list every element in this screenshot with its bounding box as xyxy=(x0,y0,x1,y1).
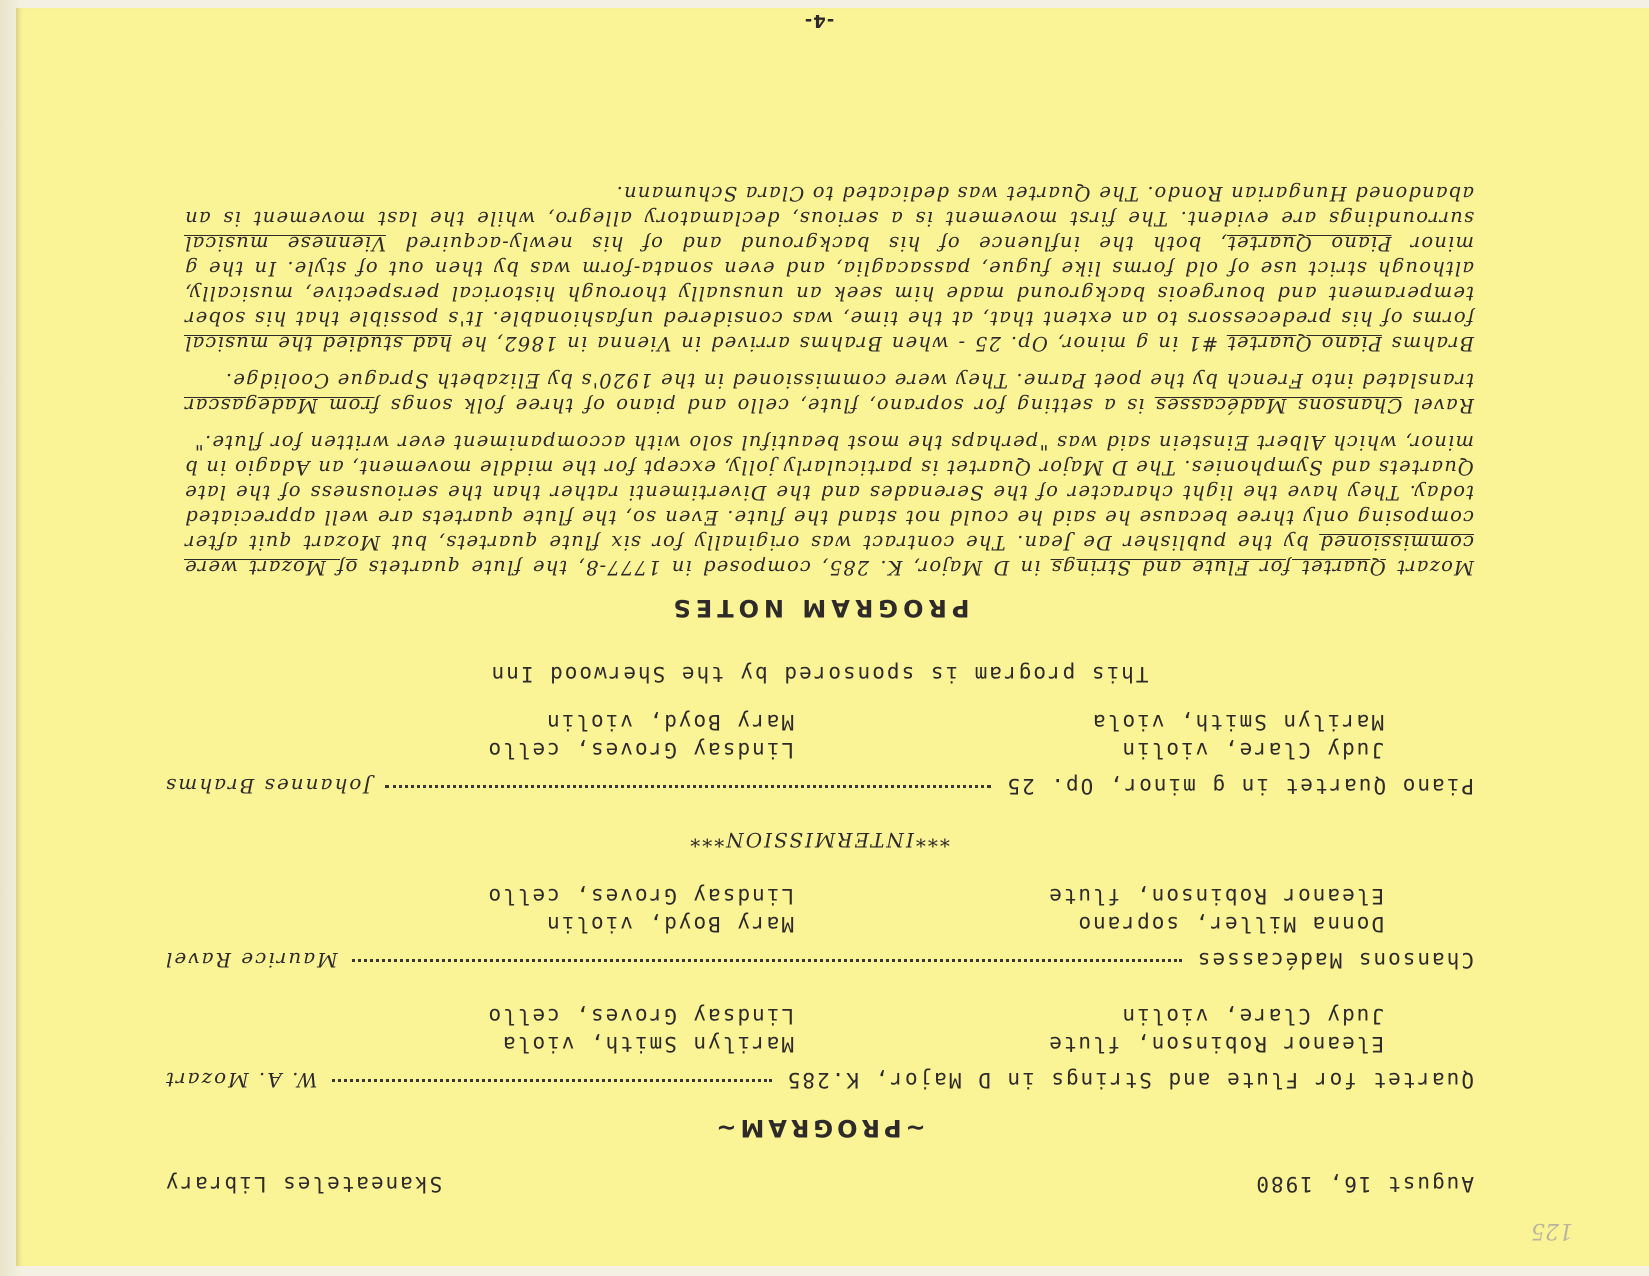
leader-dots xyxy=(332,1079,772,1082)
note-text: Mozart xyxy=(1385,556,1474,579)
note-text: surroundings are evident. The first movement is a serious, declamatory allegro, while the last movement is an abandoned Hungarian Rondo. The Quartet was dedicated to Clara Schumann. xyxy=(184,182,1474,230)
note-underlined: Viennese musical xyxy=(184,232,386,255)
note-text: by the publisher De Jean. The contract was originally for six flute quartets, but Mozart quit after composing only three because he said he could not stand the flute. Even so, the flute quartets are well appreciated today. They have the light character of the Serenades and the Divertimenti rather than the seriousness of the late Quartets and Symphonies. The D Major Quartet is particularly jolly, except for the middle movement, an Adagio in b minor, which Albert Einstein said was "perhaps the most beautiful solo with accompaniment ever written for flute." xyxy=(184,431,1474,554)
page-number: -4- xyxy=(803,10,835,31)
work-line xyxy=(164,948,1474,972)
performer: Mary Boyd, violin xyxy=(545,710,794,734)
note-text: , both the influence of his background and of his newly-acquired xyxy=(385,232,1227,255)
performer: Donna Miller, soprano xyxy=(1076,912,1384,936)
note-brahms xyxy=(164,181,1474,356)
program-work-2 xyxy=(164,882,1474,972)
note-text: in D Major, K. 285, composed in 1777-8, the flute quartets xyxy=(357,556,1051,579)
document-page xyxy=(16,8,1649,1266)
performer: Marilyn Smith, viola xyxy=(501,1032,794,1056)
note-paragraph xyxy=(184,430,1474,580)
concert-venue: Skaneateles Library xyxy=(164,1172,443,1196)
performer: Mary Boyd, violin xyxy=(545,912,794,936)
note-underlined: Piano Quartet xyxy=(1226,232,1392,255)
note-text: forms of his predecessors to an extent that, at the time, was considered unfashionable. It's possible that his sober temperament and bourgeois background made him seek an unusually thorough historical perspective, musically, although strict use of old forms like fugue, passacaglia, and even sonata-form was by then out of style. In the g minor xyxy=(184,232,1474,330)
note-underlined: from Madegascar xyxy=(184,394,380,417)
performer-list xyxy=(164,1002,1474,1058)
note-text: translated into French by the poet Parne. They were commissioned in the 1920's by Elizabeth Sprague Coolidge. xyxy=(224,369,1474,392)
note-text: is a setting for soprano, flute, cello and piano of three folk songs xyxy=(379,394,1155,417)
sponsor-line: This program is sponsored by the Sherwood Inn xyxy=(489,662,1149,686)
work-title: Piano Quartet in g minor, Op. 25 xyxy=(1005,774,1474,798)
note-paragraph xyxy=(184,181,1474,356)
note-underlined: Chansons Madécasses xyxy=(1154,394,1403,417)
performer: Marilyn Smith, viola xyxy=(1091,710,1384,734)
performer: Lindsay Groves, cello xyxy=(486,1004,794,1028)
performer: Judy Clare, violin xyxy=(1120,1004,1384,1028)
note-mozart xyxy=(164,430,1474,580)
performer-list xyxy=(164,708,1474,764)
note-underlined: of Mozart were commissioned xyxy=(184,531,1474,579)
note-underlined: Piano Quartet xyxy=(1226,332,1382,355)
work-composer: Maurice Ravel xyxy=(164,948,338,972)
program-work-3 xyxy=(164,708,1474,798)
performer: Judy Clare, violin xyxy=(1120,738,1384,762)
work-line xyxy=(164,774,1474,798)
note-text: Ravel xyxy=(1402,394,1474,417)
intermission: ***INTERMISSION*** xyxy=(688,828,950,852)
performer-list xyxy=(164,882,1474,938)
performer: Lindsay Groves, cello xyxy=(486,738,794,762)
note-underlined: Quartet for Flute and Strings xyxy=(1050,556,1386,579)
leader-dots xyxy=(385,785,991,788)
work-title: Quartet for Flute and Strings in D Major, K.285 xyxy=(785,1068,1474,1092)
performer: Lindsay Groves, cello xyxy=(486,884,794,908)
performer: Eleanor Robinson, flute xyxy=(1047,884,1384,908)
note-ravel xyxy=(164,368,1474,418)
page-rotated-content xyxy=(16,8,1649,1266)
work-composer: Johannes Brahms xyxy=(164,774,372,798)
note-text: #1 in g minor, Op. 25 - when Brahms arrived in Vienna in 1862, he xyxy=(451,332,1227,355)
note-underlined: had studied the musical xyxy=(184,332,452,355)
work-composer: W. A. Mozart xyxy=(164,1068,318,1092)
concert-date: August 16, 1980 xyxy=(1254,1172,1474,1196)
program-work-1 xyxy=(164,1002,1474,1092)
note-text: Brahms xyxy=(1381,332,1474,355)
work-line xyxy=(164,1068,1474,1092)
leader-dots xyxy=(352,959,1182,962)
performer: Eleanor Robinson, flute xyxy=(1047,1032,1384,1056)
notes-title: PROGRAM NOTES xyxy=(668,594,970,622)
page-content xyxy=(164,10,1474,1196)
note-paragraph xyxy=(184,368,1474,418)
page-header xyxy=(164,1172,1474,1196)
program-title: ~PROGRAM~ xyxy=(712,1114,926,1142)
pencil-annotation: 125 xyxy=(1531,1218,1573,1243)
work-title: Chansons Madécasses xyxy=(1195,948,1474,972)
